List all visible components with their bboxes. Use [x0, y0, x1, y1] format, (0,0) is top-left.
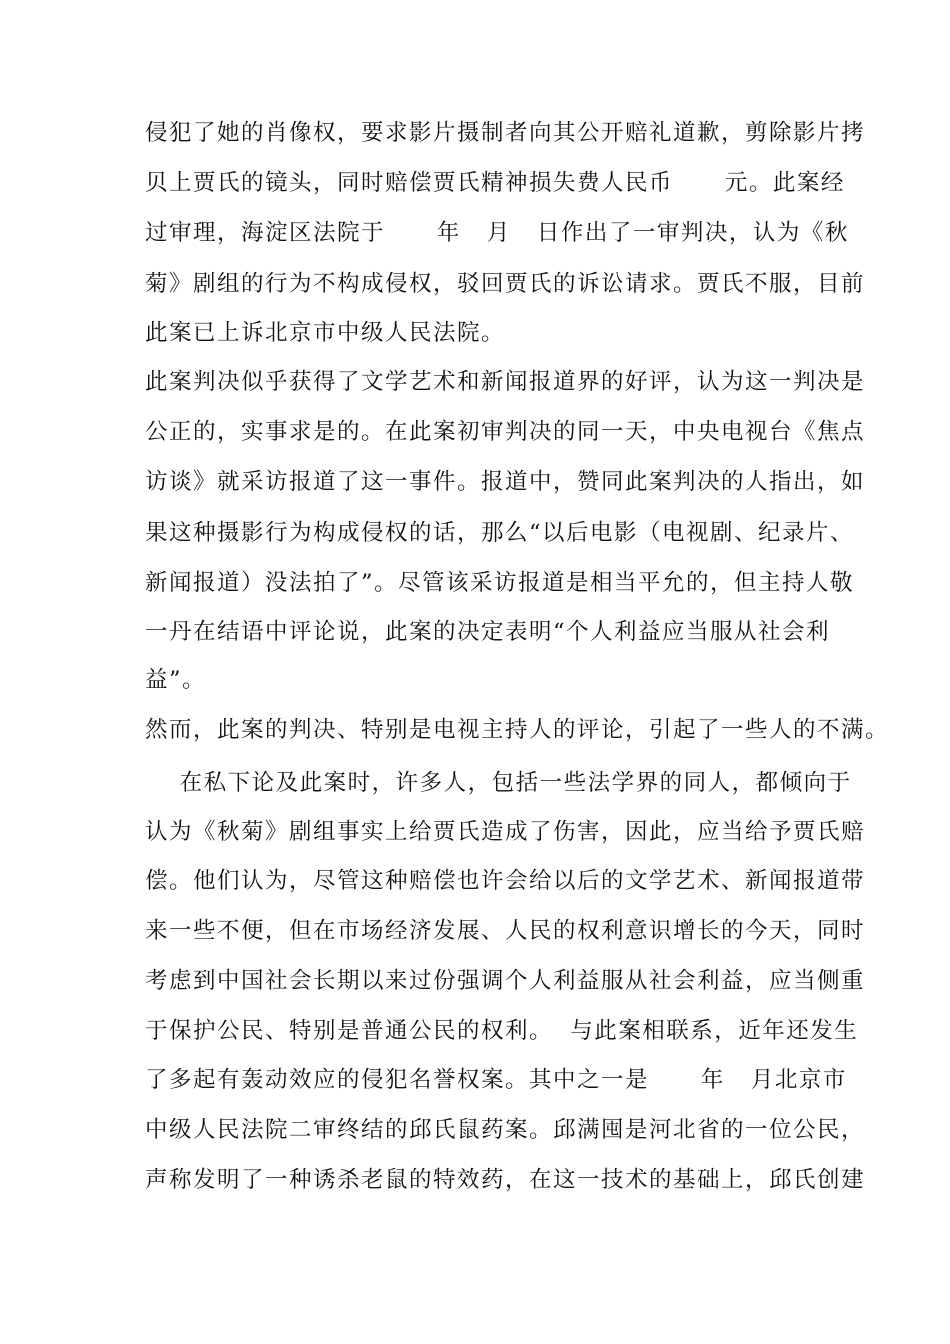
text-line: 认为《秋菊》剧组事实上给贾氏造成了伤害，因此，应当给予贾氏赔 — [145, 819, 866, 845]
text-line: 此案已上诉北京市中级人民法院。 — [145, 320, 506, 346]
text-line: 益”。 — [145, 667, 207, 693]
text-line: 声称发明了一种诱杀老鼠的特效药，在这一技术的基础上，邱氏创建 — [145, 1167, 866, 1193]
text-line: 偿。他们认为，尽管这种赔偿也许会给以后的文学艺术、新闻报道带 — [145, 868, 866, 894]
text-line: 一丹在结语中评论说，此案的决定表明“个人利益应当服从社会利 — [145, 619, 831, 645]
text-line: 来一些不便，但在市场经济发展、人民的权利意识增长的今天，同时 — [145, 918, 866, 944]
text-line: 菊》剧组的行为不构成侵权，驳回贾氏的诉讼请求。贾氏不服，目前 — [145, 271, 866, 297]
text-line: 于保护公民、特别是普通公民的权利。 与此案相联系，近年还发生 — [145, 1018, 859, 1044]
text-line: 此案判决似乎获得了文学艺术和新闻报道界的好评，认为这一判决是 — [145, 369, 866, 395]
text-line: 然而，此案的判决、特别是电视主持人的评论，引起了一些人的不满。 — [145, 717, 890, 743]
text-line: 考虑到中国社会长期以来过份强调个人利益服从社会利益，应当侧重 — [145, 968, 866, 994]
text-line: 中级人民法院二审终结的邱氏鼠药案。邱满囤是河北省的一位公民， — [145, 1117, 866, 1143]
text-line: 贝上贾氏的镜头，同时赔偿贾氏精神损失费人民币 元。此案经 — [145, 170, 845, 196]
text-line: 果这种摄影行为构成侵权的话，那么“以后电影（电视剧、纪录片、 — [145, 520, 855, 546]
text-line: 在私下论及此案时，许多人，包括一些法学界的同人，都倾向于 — [145, 770, 852, 796]
text-line: 公正的，实事求是的。在此案初审判决的同一天，中央电视台《焦点 — [145, 419, 866, 445]
text-line: 侵犯了她的肖像权，要求影片摄制者向其公开赔礼道歉，剪除影片拷 — [145, 120, 866, 146]
text-line: 访谈》就采访报道了这一事件。报道中，赞同此案判决的人指出，如 — [145, 469, 866, 495]
text-line: 了多起有轰动效应的侵犯名誉权案。其中之一是 年 月北京市 — [145, 1067, 847, 1093]
text-line: 新闻报道）没法拍了”。尽管该采访报道是相当平允的，但主持人敬 — [145, 570, 855, 596]
text-line: 过审理，海淀区法院于 年 月 日作出了一审判决，认为《秋 — [145, 220, 849, 246]
